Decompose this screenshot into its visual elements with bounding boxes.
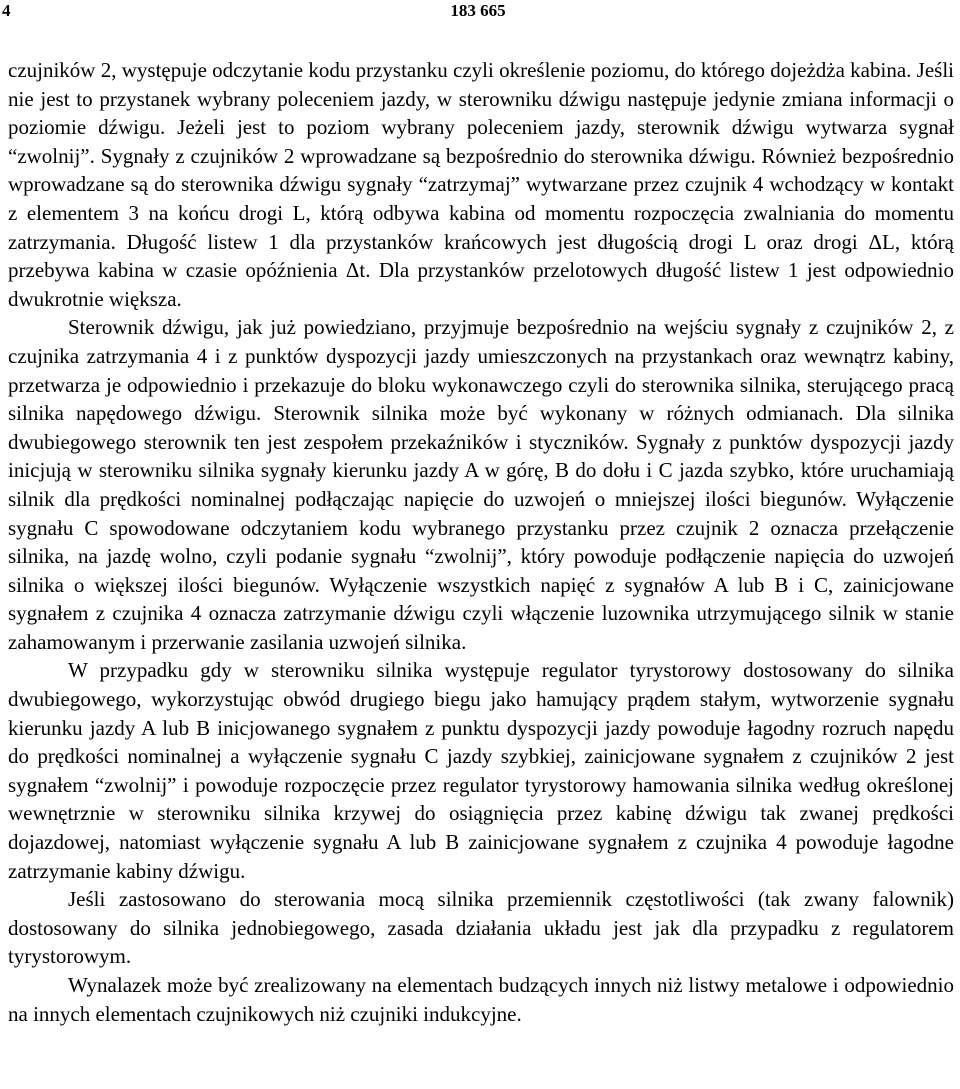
paragraph-thyristor-regulator: W przypadku gdy w sterowniku silnika występuje regulator tyrystorowy dostosowany do silnika dwubiegowego, wykorzystując obwód drugiego biegu jako hamujący prądem stałym, wytworzenie sygnału kierunku jazdy A lub B inicjowanego sygnałem z punktu dyspozycji jazdy powoduje łagodny rozruch napędu do prędkości nominalnej a wyłączenie sygnału C jazdy szybkiej, zainicjowane sygnałem z czujników 2 jest sygnałem “zwolnij” i powoduje rozpoczęcie przez regulator tyrystorowy hamowania silnika według określonej wewnętrznie w sterowniku silnika krzywej do osiągnięcia przez kabinę dźwigu tak zwanej prędkości dojazdowej, natomiast wyłączenie sygnału A lub B zainicjowane sygnałem z czujnika 4 powoduje łagodne zatrzymanie kabiny dźwigu. [8, 658, 954, 883]
page-header [2, 0, 954, 24]
paragraph-continuation: czujników 2, występuje odczytanie kodu przystanku czyli określenie poziomu, do którego dojeżdża kabina. Jeśli nie jest to przystanek wybrany poleceniem jazdy, w sterowniku dźwigu następuje jedynie zmiana informacji o poziomie dźwigu. Jeżeli jest to poziom wybrany poleceniem jazdy, sterownik dźwigu wytwarza sygnał “zwolnij”. Sygnały z czujników 2 wprowadzane są bezpośrednio do sterownika dźwigu. Również bezpośrednio wprowadzane są do sterownika dźwigu sygnały “zatrzymaj” wytwarzane przez czujnik 4 wchodzący w kontakt z elementem 3 na końcu drogi L, którą odbywa kabina od momentu rozpoczęcia zwalniania do momentu zatrzymania. Długość listew 1 dla przystanków krańcowych jest długością drogi L oraz drogi ΔL, którą przebywa kabina w czasie opóźnienia Δt. Dla przystanków przelotowych długość listew 1 jest odpowiednio dwukrotnie większa. [8, 58, 954, 311]
page-number: 4 [2, 1, 11, 20]
body-text [8, 56, 954, 1028]
patent-number: 183 665 [450, 1, 506, 20]
paragraph-controller: Sterownik dźwigu, jak już powiedziano, przyjmuje bezpośrednio na wejściu sygnały z czujników 2, z czujnika zatrzymania 4 i z punktów dyspozycji jazdy umieszczonych na przystankach oraz wewnątrz kabiny, przetwarza je odpowiednio i przekazuje do bloku wykonawczego czyli do sterownika silnika, sterującego pracą silnika napędowego dźwigu. Sterownik silnika może być wykonany w różnych odmianach. Dla silnika dwubiegowego sterownik ten jest zespołem przekaźników i styczników. Sygnały z punktów dyspozycji jazdy inicjują w sterowniku silnika sygnały kierunku jazdy A w górę, B do dołu i C jazda szybko, które uruchamiają silnik dla prędkości nominalnej podłączając napięcie do uzwojeń o mniejszej ilości biegunów. Wyłączenie sygnału C spowodowane odczytaniem kodu wybranego przystanku przez czujnik 2 oznacza przełączenie silnika, na jazdę wolno, czyli podanie sygnału “zwolnij”, który powoduje podłączenie napięcia do uzwojeń silnika o większej ilości biegunów. Wyłączenie wszystkich napięć z sygnałów A lub B i C, zainicjowane sygnałem z czujnika 4 oznacza zatrzymanie dźwigu czyli włączenie luzownika utrzymującego silnik w stanie zahamowanym i przerwanie zasilania uzwojeń silnika. [8, 315, 954, 654]
paragraph-frequency-converter: Jeśli zastosowano do sterowania mocą silnika przemiennik częstotliwości (tak zwany falownik) dostosowany do silnika jednobiegowego, zasada działania układu jest jak dla przypadku z regulatorem tyrystorowym. [8, 887, 954, 969]
paragraph-alternative-elements: Wynalazek może być zrealizowany na elementach budzących innych niż listwy metalowe i odpowiednio na innych elementach czujnikowych niż czujniki indukcyjne. [8, 973, 954, 1026]
